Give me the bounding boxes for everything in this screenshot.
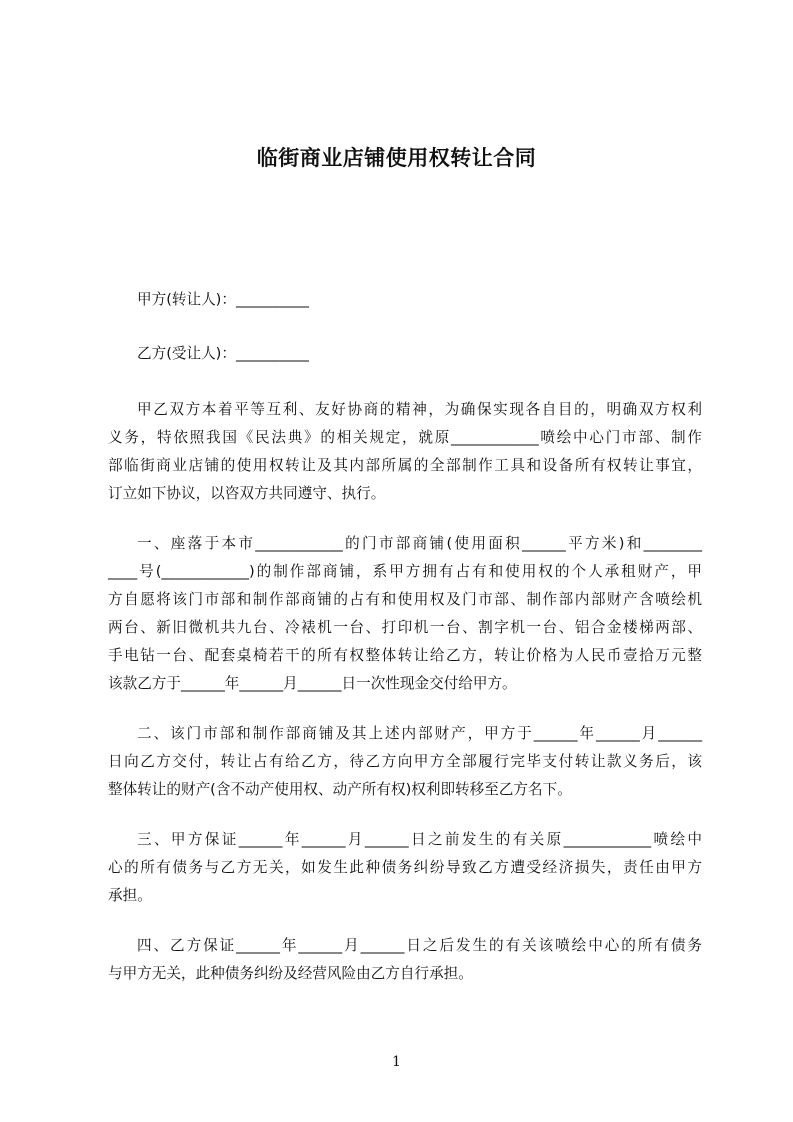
clause1-line: 方自愿将该门市部和制作部商铺的占有和使用权及门市部、制作部内部财产含喷绘机: [108, 591, 702, 608]
clause2-line: 整体转让的财产(含不动产使用权、动产所有权)权利即转移至乙方名下。: [108, 781, 572, 798]
clause3-line: 承担。: [108, 887, 152, 904]
clause3-line: 三、甲方保证______年______月______日之前发生的有关原____________喷绘中: [137, 831, 702, 848]
preamble-line: 义务，特依照我国《民法典》的相关规定，就原____________喷绘中心门市部、制作: [108, 429, 702, 446]
preamble-line: 甲乙双方本着平等互利、友好协商的精神，为确保实现各自目的，明确双方权利: [137, 401, 702, 418]
clause1-line: ____号(____________)的制作部商铺，系甲方拥有占有和使用权的个人承租财产，甲: [108, 563, 702, 580]
preamble-line: 部临街商业店铺的使用权转让及其内部所属的全部制作工具和设备所有权转让事宜，: [108, 457, 702, 474]
clause2-line: 二、该门市部和制作部商铺及其上述内部财产，甲方于______年______月______: [137, 725, 702, 742]
preamble-line: 订立如下协议，以咨双方共同遵守、执行。: [108, 485, 386, 502]
clause1-line: 一、座落于本市____________的门市部商铺(使用面积______平方米)和________: [137, 535, 702, 552]
page-number: 1: [392, 1054, 401, 1070]
document-title: 临街商业店铺使用权转让合同: [256, 146, 537, 170]
clause2-line: 日向乙方交付，转让占有给乙方，待乙方向甲方全部履行完毕支付转让款义务后，该: [108, 753, 702, 770]
party-a-line: 甲方(转让人)：__________: [137, 291, 309, 308]
clause4-line: 四、乙方保证______年______月______日之后发生的有关该喷绘中心的所有债务: [137, 937, 702, 954]
clause1-line: 两台、新旧微机共九台、冷裱机一台、打印机一台、割字机一台、铝合金楼梯两部、: [108, 619, 702, 636]
clause3-line: 心的所有债务与乙方无关，如发生此种债务纠纷导致乙方遭受经济损失，责任由甲方: [108, 859, 702, 876]
clause1-line: 该款乙方于______年______月______日一次性现金交付给甲方。: [108, 675, 517, 692]
clause1-line: 手电钻一台、配套桌椅若干的所有权整体转让给乙方，转让价格为人民币壹拾万元整: [108, 647, 702, 664]
clause4-line: 与甲方无关，此种债务纠纷及经营风险由乙方自行承担。: [108, 965, 473, 982]
party-b-line: 乙方(受让人)：__________: [137, 345, 309, 362]
